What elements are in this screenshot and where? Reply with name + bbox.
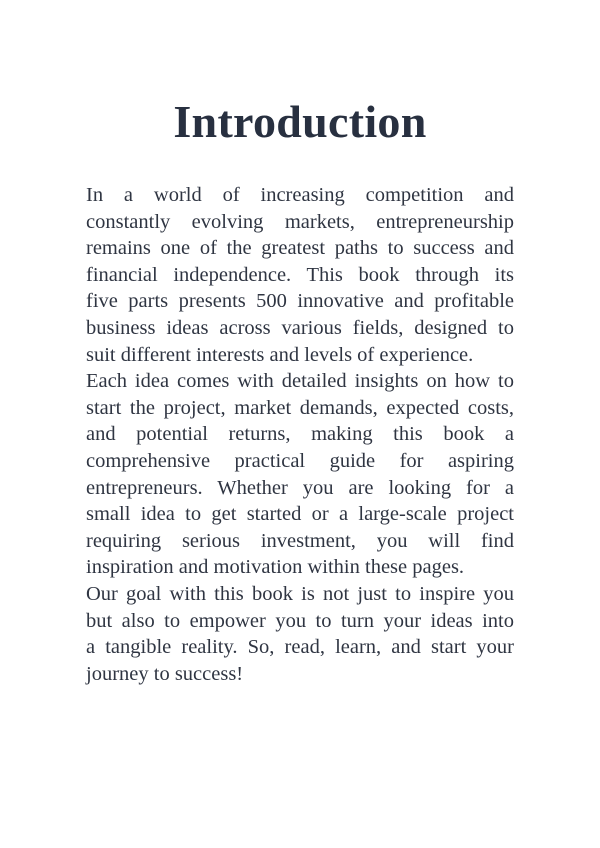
paragraph-2 xyxy=(86,368,514,581)
text-line: a tangible reality. So, read, learn, and start your xyxy=(86,636,514,659)
text-line: journey to success! xyxy=(86,662,244,685)
text-line: suit different interests and levels of experience. xyxy=(86,343,474,366)
paragraph-3 xyxy=(86,581,514,687)
paragraph-1 xyxy=(86,182,514,368)
text-line: business ideas across various fields, designed to xyxy=(86,316,514,339)
text-line: Each idea comes with detailed insights on how to xyxy=(86,370,514,393)
text-line: five parts presents 500 innovative and profitable xyxy=(86,290,514,313)
text-line: constantly evolving markets, entrepreneurship xyxy=(86,210,514,233)
text-line: but also to empower you to turn your ideas into xyxy=(86,609,514,632)
text-line: inspiration and motivation within these pages. xyxy=(86,556,465,579)
page-title: Introduction xyxy=(173,96,427,147)
text-line: start the project, market demands, expected costs, xyxy=(86,396,514,419)
text-line: small idea to get started or a large-scale project xyxy=(86,503,514,526)
text-line: comprehensive practical guide for aspiring xyxy=(86,449,514,472)
text-line: entrepreneurs. Whether you are looking for a xyxy=(86,476,514,499)
text-line: requiring serious investment, you will find xyxy=(86,529,514,552)
text-line: financial independence. This book through its xyxy=(86,263,514,286)
text-line: and potential returns, making this book a xyxy=(86,423,514,446)
text-line: remains one of the greatest paths to success and xyxy=(86,237,514,260)
text-line: In a world of increasing competition and xyxy=(86,184,514,206)
introduction-body xyxy=(86,182,514,687)
text-line: Our goal with this book is not just to inspire you xyxy=(86,582,514,605)
